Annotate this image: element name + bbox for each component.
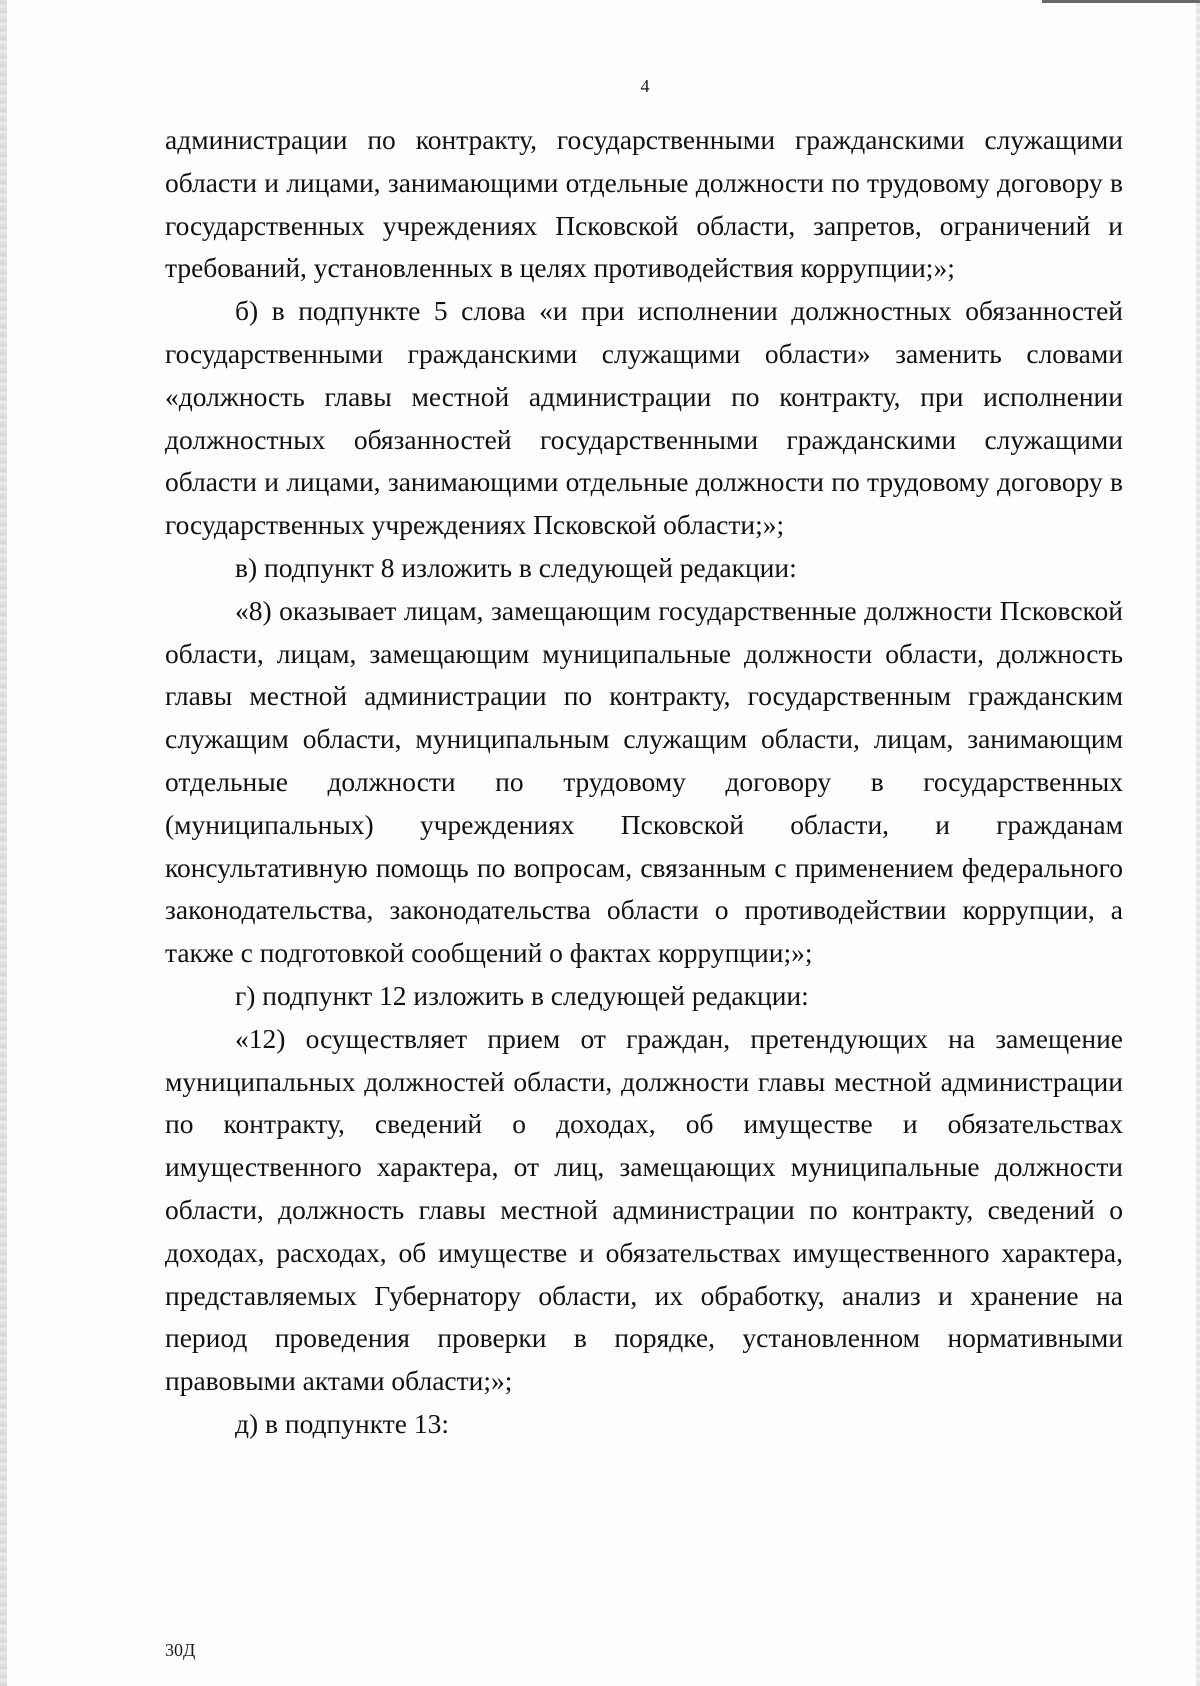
paragraph-item-b: б) в подпункте 5 слова «и при исполнении должностных обязанностей государственными гражданскими служащими области» заменить словами «должность главы местной администрации по контракту, при исполнении должностных обязанностей государственными гражданскими служащими области и лицами, занимающими отдельные должности по трудовому договору в государственных учреждениях Псковской области;»; [165,295,1123,541]
footer-code: 30Д [165,1640,196,1660]
page-number: 4 [640,76,650,96]
scan-edge-right [1196,0,1200,1686]
scan-edge-left [0,0,7,1686]
top-rule-line [1042,0,1200,3]
paragraph-subitem-8: «8) оказывает лицам, замещающим государственные должности Псковской области, лицам, замещающим муниципальные должности области, должность главы местной администрации по контракту, государственным гражданским служащим области, муниципальным служащим области, лицам, занимающим отдельные должности по трудовому договору в государственных (муниципальных) учреждениях Псковской области, и гражданам консультативную помощь по вопросам, связанным с применением федерального законодательства, законодательства области о противодействии коррупции, а также с подготовкой сообщений о фактах коррупции;»; [165,594,1123,969]
paragraph-item-v: в) подпункт 8 изложить в следующей редакции: [235,551,797,583]
paragraph-continuation: администрации по контракту, государственными гражданскими служащими области и лицами, занимающими отдельные должности по трудовому договору в государственных учреждениях Псковской области, запретов, ограничений и требований, установленных в целях противодействия коррупции;»; [165,124,1123,284]
paragraph-item-g: г) подпункт 12 изложить в следующей редакции: [235,979,809,1011]
document-body [165,119,1123,1446]
paragraph-item-d: д) в подпункте 13: [235,1407,449,1439]
paragraph-subitem-12: «12) осуществляет прием от граждан, претендующих на замещение муниципальных должностей области, должности главы местной администрации по контракту, сведений о доходах, об имуществе и обязательствах имущественного характера, от лиц, замещающих муниципальные должности области, должность главы местной администрации по контракту, сведений о доходах, расходах, об имуществе и обязательствах имущественного характера, представляемых Губернатору области, их обработку, анализ и хранение на период проведения проверки в порядке, установленном нормативными правовыми актами области;»; [165,1022,1123,1397]
